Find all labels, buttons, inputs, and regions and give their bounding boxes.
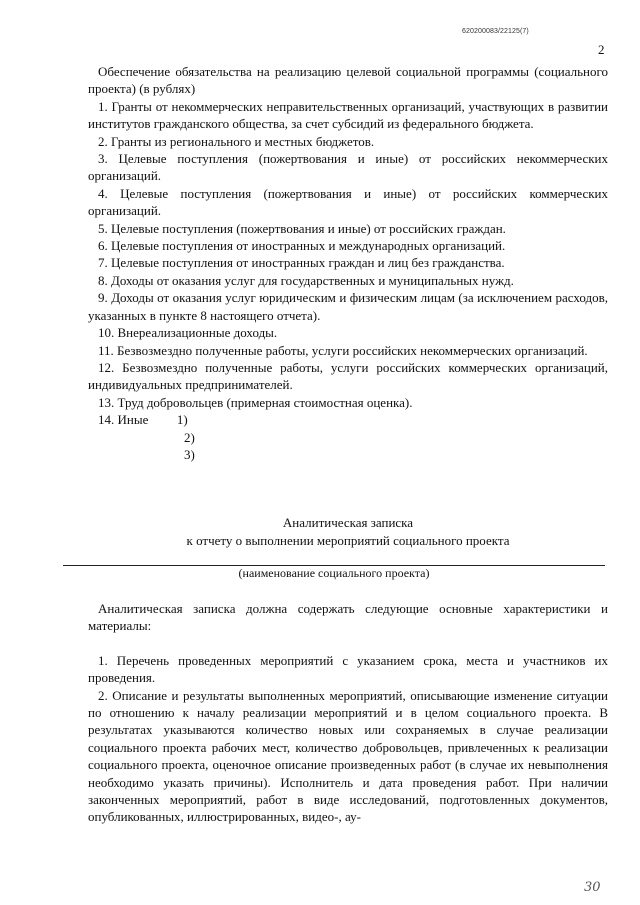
funding-item-11: 11. Безвозмездно полученные работы, услуги российских некоммерческих организаций.	[98, 342, 588, 358]
notes-section	[88, 600, 608, 826]
funding-section	[88, 63, 608, 463]
document-id: 620200083/22125(7)	[462, 28, 529, 35]
other-label: 14. Иные	[98, 412, 149, 428]
funding-item-6: 6. Целевые поступления от иностранных и международных организаций.	[98, 238, 506, 254]
funding-item-5: 5. Целевые поступления (пожертвования и иные) от российских граждан.	[98, 220, 506, 236]
funding-item-9: 9. Доходы от оказания услуг юридическим и физическим лицам (за исключением расходов, указанных в пункте 8 настоящего отчета).	[88, 290, 608, 323]
project-name-caption: (наименование социального проекта)	[238, 566, 430, 580]
note-title	[0, 514, 640, 550]
handwritten-mark: 30	[584, 880, 601, 895]
other-subitem-2: 2)	[184, 429, 195, 445]
other-subitem-3: 3)	[184, 446, 195, 462]
funding-item-14	[88, 411, 608, 428]
funding-item-3: 3. Целевые поступления (пожертвования и иные) от российских некоммерческих организаций.	[88, 151, 608, 184]
note-title-line-2: к отчету о выполнении мероприятий социального проекта	[186, 533, 510, 548]
note-title-line-1: Аналитическая записка	[282, 515, 414, 530]
funding-item-4: 4. Целевые поступления (пожертвования и иные) от российских коммерческих организаций.	[88, 185, 608, 219]
funding-item-10: 10. Внереализационные доходы.	[98, 325, 278, 341]
funding-item-13: 13. Труд добровольцев (примерная стоимостная оценка).	[98, 394, 413, 410]
funding-item-2: 2. Гранты из регионального и местных бюджетов.	[98, 133, 375, 149]
funding-item-1: 1. Гранты от некоммерческих неправительственных организаций, участвующих в развитии институтов гражданского общества, за счет субсидий из федерального бюджета.	[88, 98, 608, 132]
notes-item-2: 2. Описание и результаты выполненных мероприятий, описывающие изменение ситуации по отношению к началу реализации мероприятий и в целом социального проекта. В результатах указываются количество новых или сохраняемых в случае реализации социального проекта рабочих мест, количество добровольцев, привлеченных к реализации социального проекта, оценочное описание произведенных работ (в случае их невыполнения необходимо указать причины). Исполнитель и дата проведения работ. При наличии законченных мероприятий, работ в виде исследований, подготовленных документов, опубликованных, иллюстрированных, видео-, ау-	[88, 687, 608, 825]
funding-item-7: 7. Целевые поступления от иностранных граждан и лиц без гражданства.	[98, 255, 505, 271]
notes-item-1: 1. Перечень проведенных мероприятий с указанием срока, места и участников их проведения.	[88, 652, 608, 686]
notes-intro: Аналитическая записка должна содержать следующие основные характеристики и материалы:	[88, 601, 608, 634]
funding-item-12: 12. Безвозмездно полученные работы, услуги российских коммерческих организаций, индивидуальных предпринимателей.	[88, 359, 608, 393]
funding-item-8: 8. Доходы от оказания услуг для государственных и муниципальных нужд.	[98, 272, 514, 288]
funding-heading: Обеспечение обязательства на реализацию целевой социальной программы (социального проекта) (в рублях)	[88, 64, 608, 97]
page-number: 2	[598, 42, 605, 57]
other-subitem-1: 1)	[176, 412, 188, 428]
